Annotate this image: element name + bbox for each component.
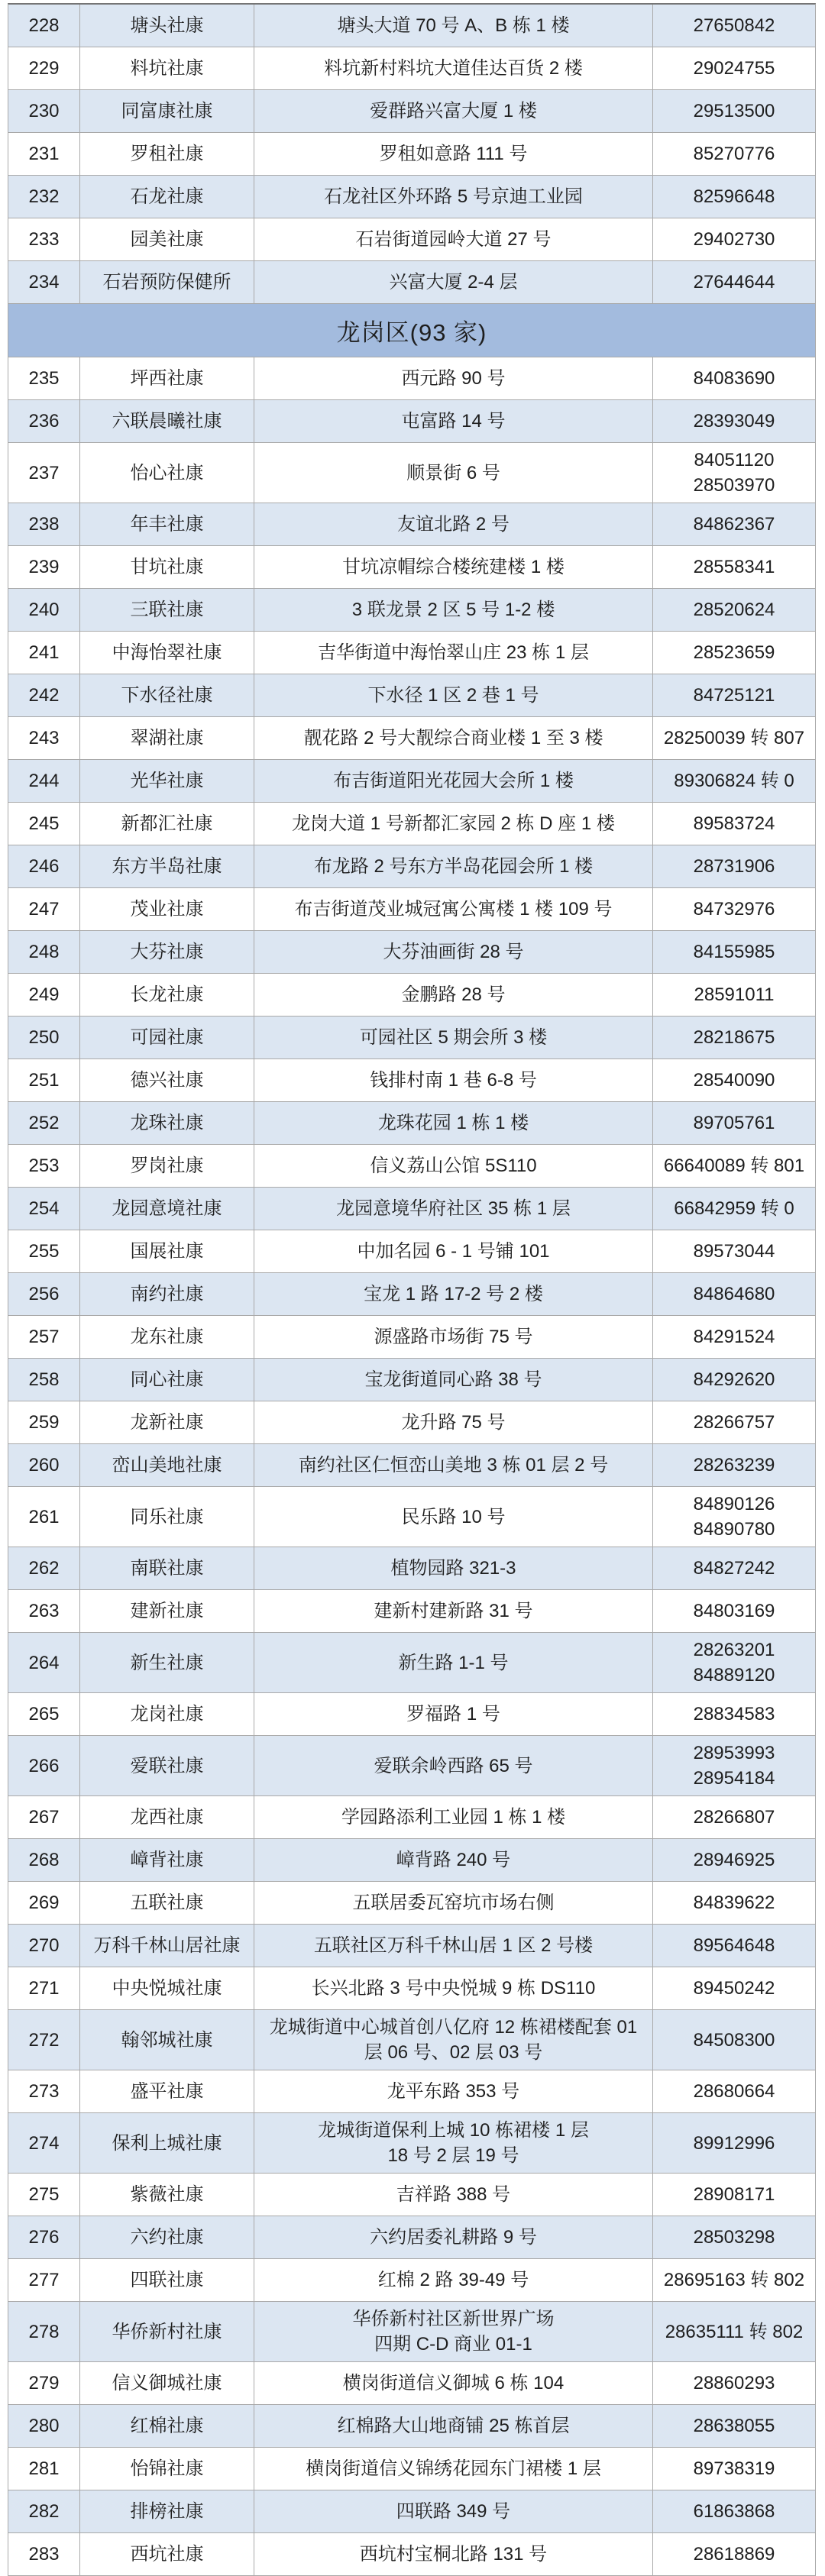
clinic-address: 五联社区万科千林山居 1 区 2 号楼 (254, 1925, 653, 1967)
table-row (8, 5, 815, 47)
row-number: 228 (8, 5, 80, 47)
clinic-phone: 29402730 (693, 229, 775, 250)
clinic-phone: 84862367 (693, 514, 775, 535)
clinic-address: 龙园意境华府社区 35 栋 1 层 (254, 1188, 653, 1230)
table-row (8, 1273, 815, 1316)
clinic-phone: 84292620 (693, 1369, 775, 1390)
clinic-name: 同心社康 (80, 1359, 254, 1401)
clinic-name: 光华社康 (80, 760, 254, 802)
row-number: 262 (8, 1547, 80, 1589)
table-row (8, 400, 815, 443)
row-number: 273 (8, 2070, 80, 2112)
clinic-name: 紫薇社康 (80, 2174, 254, 2216)
clinic-table (8, 3, 816, 2576)
row-number: 282 (8, 2490, 80, 2532)
clinic-phone: 84732976 (693, 899, 775, 920)
clinic-address: 大芬油画街 28 号 (254, 931, 653, 973)
row-number: 251 (8, 1059, 80, 1101)
clinic-name: 华侨新村社康 (80, 2302, 254, 2361)
clinic-name: 料坑社康 (80, 47, 254, 89)
clinic-name: 龙东社康 (80, 1316, 254, 1358)
clinic-address: 横岗街道信义御城 6 栋 104 (254, 2362, 653, 2404)
table-row (8, 1967, 815, 2010)
table-row (8, 717, 815, 760)
clinic-name: 同乐社康 (80, 1487, 254, 1547)
clinic-phone: 89912996 (693, 2132, 775, 2154)
clinic-phone: 28618869 (693, 2544, 775, 2565)
row-number: 260 (8, 1444, 80, 1486)
row-number: 261 (8, 1487, 80, 1547)
table-row (8, 2362, 815, 2405)
clinic-address: 下水径 1 区 2 巷 1 号 (254, 674, 653, 716)
clinic-name: 建新社康 (80, 1590, 254, 1632)
clinic-address: 料坑新村料坑大道佳达百货 2 楼 (254, 47, 653, 89)
clinic-phone: 27650842 (693, 15, 775, 36)
row-number: 252 (8, 1102, 80, 1144)
row-number: 268 (8, 1839, 80, 1881)
clinic-phone: 84890126 84890780 (693, 1494, 775, 1540)
clinic-name: 三联社康 (80, 589, 254, 631)
clinic-name: 可园社康 (80, 1017, 254, 1059)
clinic-phone: 28250039 转 807 (663, 728, 805, 748)
clinic-phone: 84803169 (693, 1601, 775, 1621)
clinic-address: 宝龙街道同心路 38 号 (254, 1359, 653, 1401)
row-number: 255 (8, 1230, 80, 1272)
clinic-address: 嶂背路 240 号 (254, 1839, 653, 1881)
clinic-address: 宝龙 1 路 17-2 号 2 楼 (254, 1273, 653, 1315)
clinic-name: 五联社康 (80, 1882, 254, 1924)
clinic-phone: 89306824 转 0 (674, 771, 794, 791)
row-number: 231 (8, 133, 80, 175)
clinic-name: 嶂背社康 (80, 1839, 254, 1881)
table-row (8, 1017, 815, 1059)
table-row (8, 2302, 815, 2362)
table-row (8, 1882, 815, 1925)
table-row (8, 503, 815, 546)
clinic-address: 西元路 90 号 (254, 357, 653, 399)
clinic-phone: 89583724 (693, 813, 775, 834)
clinic-phone: 28908171 (693, 2184, 775, 2205)
row-number: 243 (8, 717, 80, 759)
row-number: 256 (8, 1273, 80, 1315)
table-row (8, 2010, 815, 2070)
clinic-address: 罗福路 1 号 (254, 1693, 653, 1735)
clinic-address: 南约社区仁恒峦山美地 3 栋 01 层 2 号 (254, 1444, 653, 1486)
table-row (8, 1736, 815, 1796)
clinic-name: 同富康社康 (80, 90, 254, 132)
table-row (8, 2448, 815, 2490)
clinic-phone: 84864680 (693, 1284, 775, 1304)
table-row (8, 218, 815, 261)
clinic-address: 新生路 1-1 号 (254, 1633, 653, 1692)
clinic-name: 石龙社康 (80, 176, 254, 218)
clinic-address: 靓花路 2 号大靓综合商业楼 1 至 3 楼 (254, 717, 653, 759)
clinic-phone: 28946925 (693, 1850, 775, 1870)
clinic-address: 3 联龙景 2 区 5 号 1-2 楼 (254, 589, 653, 631)
table-row (8, 1102, 815, 1145)
clinic-name: 翠湖社康 (80, 717, 254, 759)
table-row (8, 1316, 815, 1359)
row-number: 266 (8, 1736, 80, 1795)
table-row (8, 1925, 815, 1967)
table-row (8, 2259, 815, 2302)
table-row (8, 974, 815, 1017)
table-row (8, 1547, 815, 1590)
row-number: 229 (8, 47, 80, 89)
clinic-phone: 66842959 转 0 (674, 1198, 794, 1219)
table-row (8, 760, 815, 803)
table-row (8, 176, 815, 218)
table-row (8, 1590, 815, 1633)
table-row (8, 1145, 815, 1188)
clinic-name: 怡心社康 (80, 443, 254, 503)
clinic-address: 建新村建新路 31 号 (254, 1590, 653, 1632)
row-number: 233 (8, 218, 80, 260)
clinic-name: 大芬社康 (80, 931, 254, 973)
clinic-address: 布吉街道阳光花园大会所 1 楼 (254, 760, 653, 802)
clinic-address: 石岩街道园岭大道 27 号 (254, 218, 653, 260)
clinic-name: 新都汇社康 (80, 803, 254, 845)
row-number: 254 (8, 1188, 80, 1230)
row-number: 232 (8, 176, 80, 218)
clinic-name: 东方半岛社康 (80, 845, 254, 887)
clinic-address: 学园路添利工业园 1 栋 1 楼 (254, 1796, 653, 1838)
clinic-address: 布龙路 2 号东方半岛花园会所 1 楼 (254, 845, 653, 887)
clinic-name: 龙岗社康 (80, 1693, 254, 1735)
table-row (8, 357, 815, 400)
clinic-phone: 89450242 (693, 1978, 775, 1999)
table-row (8, 1188, 815, 1230)
row-number: 264 (8, 1633, 80, 1692)
row-number: 283 (8, 2533, 80, 2575)
table-row (8, 443, 815, 503)
clinic-name: 龙园意境社康 (80, 1188, 254, 1230)
table-row (8, 674, 815, 717)
section-header-row (8, 304, 815, 357)
table-row (8, 1693, 815, 1736)
clinic-phone: 28393049 (693, 411, 775, 431)
clinic-phone: 89738319 (693, 2458, 775, 2479)
clinic-name: 信义御城社康 (80, 2362, 254, 2404)
clinic-name: 万科千林山居社康 (80, 1925, 254, 1967)
clinic-address: 金鹏路 28 号 (254, 974, 653, 1016)
clinic-phone: 28266757 (693, 1412, 775, 1433)
clinic-name: 坪西社康 (80, 357, 254, 399)
clinic-address: 龙平东路 353 号 (254, 2070, 653, 2112)
clinic-name: 园美社康 (80, 218, 254, 260)
clinic-phone: 84155985 (693, 942, 775, 962)
clinic-address: 龙珠花园 1 栋 1 楼 (254, 1102, 653, 1144)
clinic-address: 石龙社区外环路 5 号京迪工业园 (254, 176, 653, 218)
clinic-address: 屯富路 14 号 (254, 400, 653, 442)
row-number: 239 (8, 546, 80, 588)
clinic-name: 罗租社康 (80, 133, 254, 175)
clinic-phone: 84291524 (693, 1327, 775, 1347)
row-number: 250 (8, 1017, 80, 1059)
clinic-name: 六联晨曦社康 (80, 400, 254, 442)
table-row (8, 632, 815, 674)
table-row (8, 133, 815, 176)
row-number: 235 (8, 357, 80, 399)
clinic-name: 峦山美地社康 (80, 1444, 254, 1486)
table-row (8, 1444, 815, 1487)
table-row (8, 1401, 815, 1444)
clinic-address: 红棉路大山地商铺 25 栋首层 (254, 2405, 653, 2447)
row-number: 234 (8, 261, 80, 303)
clinic-phone: 28266807 (693, 1807, 775, 1828)
clinic-name: 国展社康 (80, 1230, 254, 1272)
clinic-phone: 28540090 (693, 1070, 775, 1091)
table-row (8, 1359, 815, 1401)
clinic-name: 长龙社康 (80, 974, 254, 1016)
clinic-address: 罗租如意路 111 号 (254, 133, 653, 175)
clinic-name: 南约社康 (80, 1273, 254, 1315)
row-number: 246 (8, 845, 80, 887)
clinic-phone: 28503298 (693, 2227, 775, 2248)
clinic-phone: 28731906 (693, 856, 775, 877)
clinic-address: 顺景街 6 号 (254, 443, 653, 503)
row-number: 281 (8, 2448, 80, 2490)
table-row (8, 47, 815, 90)
clinic-address: 龙城街道保利上城 10 栋裙楼 1 层 18 号 2 层 19 号 (254, 2113, 653, 2173)
clinic-name: 新生社康 (80, 1633, 254, 1692)
clinic-name: 盛平社康 (80, 2070, 254, 2112)
clinic-phone: 89573044 (693, 1241, 775, 1262)
row-number: 244 (8, 760, 80, 802)
row-number: 240 (8, 589, 80, 631)
clinic-phone: 82596648 (693, 186, 775, 207)
clinic-name: 怡锦社康 (80, 2448, 254, 2490)
clinic-address: 可园社区 5 期会所 3 楼 (254, 1017, 653, 1059)
clinic-address: 长兴北路 3 号中央悦城 9 栋 DS110 (254, 1967, 653, 2009)
table-row (8, 2216, 815, 2259)
row-number: 249 (8, 974, 80, 1016)
table-row (8, 2490, 815, 2533)
clinic-name: 德兴社康 (80, 1059, 254, 1101)
clinic-phone: 27644644 (693, 272, 775, 293)
clinic-address: 民乐路 10 号 (254, 1487, 653, 1547)
clinic-phone: 89705761 (693, 1113, 775, 1133)
clinic-name: 年丰社康 (80, 503, 254, 545)
clinic-phone: 84725121 (693, 685, 775, 706)
clinic-name: 塘头社康 (80, 5, 254, 47)
row-number: 242 (8, 674, 80, 716)
clinic-phone: 61863868 (693, 2501, 775, 2522)
clinic-address: 植物园路 321-3 (254, 1547, 653, 1589)
clinic-phone: 29024755 (693, 58, 775, 79)
clinic-address: 龙岗大道 1 号新都汇家园 2 栋 D 座 1 楼 (254, 803, 653, 845)
row-number: 275 (8, 2174, 80, 2216)
clinic-name: 四联社康 (80, 2259, 254, 2301)
clinic-name: 中央悦城社康 (80, 1967, 254, 2009)
row-number: 236 (8, 400, 80, 442)
clinic-address: 甘坑凉帽综合楼统建楼 1 楼 (254, 546, 653, 588)
clinic-name: 下水径社康 (80, 674, 254, 716)
clinic-name: 罗岗社康 (80, 1145, 254, 1187)
clinic-phone: 28263239 (693, 1455, 775, 1475)
clinic-address: 吉祥路 388 号 (254, 2174, 653, 2216)
table-row (8, 1230, 815, 1273)
row-number: 274 (8, 2113, 80, 2173)
row-number: 280 (8, 2405, 80, 2447)
clinic-address: 布吉街道茂业城冠寓公寓楼 1 楼 109 号 (254, 888, 653, 930)
table-row (8, 845, 815, 888)
row-number: 253 (8, 1145, 80, 1187)
clinic-address: 源盛路市场街 75 号 (254, 1316, 653, 1358)
clinic-phone: 85270776 (693, 144, 775, 164)
clinic-phone: 28860293 (693, 2373, 775, 2393)
clinic-name: 六约社康 (80, 2216, 254, 2258)
clinic-phone: 28834583 (693, 1704, 775, 1724)
row-number: 245 (8, 803, 80, 845)
table-row (8, 1487, 815, 1547)
clinic-address: 友谊北路 2 号 (254, 503, 653, 545)
clinic-phone: 28591011 (694, 984, 775, 1005)
row-number: 259 (8, 1401, 80, 1443)
clinic-phone: 89564648 (693, 1935, 775, 1956)
clinic-address: 塘头大道 70 号 A、B 栋 1 楼 (254, 5, 653, 47)
row-number: 257 (8, 1316, 80, 1358)
clinic-address: 华侨新村社区新世界广场 四期 C-D 商业 01-1 (254, 2302, 653, 2361)
clinic-phone: 28635111 转 802 (665, 2321, 804, 2342)
row-number: 265 (8, 1693, 80, 1735)
row-number: 247 (8, 888, 80, 930)
clinic-name: 茂业社康 (80, 888, 254, 930)
table-row (8, 1633, 815, 1693)
clinic-address: 红棉 2 路 39-49 号 (254, 2259, 653, 2301)
clinic-address: 爱联余岭西路 65 号 (254, 1736, 653, 1795)
clinic-phone: 28680664 (693, 2081, 775, 2102)
clinic-name: 石岩预防保健所 (80, 261, 254, 303)
clinic-phone: 28523659 (693, 642, 775, 663)
row-number: 230 (8, 90, 80, 132)
table-row (8, 1796, 815, 1839)
clinic-phone: 28695163 转 802 (663, 2270, 805, 2290)
row-number: 258 (8, 1359, 80, 1401)
table-row (8, 1059, 815, 1102)
table-row (8, 589, 815, 632)
table-row (8, 803, 815, 845)
table-row (8, 2533, 815, 2576)
clinic-address: 五联居委瓦窑坑市场右侧 (254, 1882, 653, 1924)
table-row (8, 2174, 815, 2216)
clinic-address: 爱群路兴富大厦 1 楼 (254, 90, 653, 132)
table-row (8, 90, 815, 133)
clinic-name: 中海怡翠社康 (80, 632, 254, 674)
clinic-address: 西坑村宝桐北路 131 号 (254, 2533, 653, 2575)
clinic-name: 龙西社康 (80, 1796, 254, 1838)
row-number: 279 (8, 2362, 80, 2404)
row-number: 248 (8, 931, 80, 973)
table-row (8, 931, 815, 974)
row-number: 271 (8, 1967, 80, 2009)
clinic-phone: 28218675 (693, 1027, 775, 1048)
row-number: 276 (8, 2216, 80, 2258)
table-row (8, 1839, 815, 1882)
row-number: 237 (8, 443, 80, 503)
table-row (8, 2405, 815, 2448)
clinic-phone: 28558341 (693, 557, 775, 577)
clinic-address: 信义荔山公馆 5S110 (254, 1145, 653, 1187)
clinic-phone: 29513500 (693, 101, 775, 121)
clinic-name: 翰邻城社康 (80, 2010, 254, 2070)
clinic-phone: 66640089 转 801 (663, 1155, 805, 1176)
clinic-address: 六约居委礼耕路 9 号 (254, 2216, 653, 2258)
clinic-name: 爱联社康 (80, 1736, 254, 1795)
clinic-name: 红棉社康 (80, 2405, 254, 2447)
clinic-phone: 84839622 (693, 1892, 775, 1913)
row-number: 270 (8, 1925, 80, 1967)
table-row (8, 888, 815, 931)
clinic-phone: 28520624 (693, 600, 775, 620)
row-number: 269 (8, 1882, 80, 1924)
clinic-phone: 28263201 84889120 (693, 1640, 775, 1686)
row-number: 278 (8, 2302, 80, 2361)
clinic-address: 中加名园 6 - 1 号铺 101 (254, 1230, 653, 1272)
clinic-name: 龙新社康 (80, 1401, 254, 1443)
row-number: 267 (8, 1796, 80, 1838)
clinic-address: 横岗街道信义锦绣花园东门裙楼 1 层 (254, 2448, 653, 2490)
clinic-address: 钱排村南 1 巷 6-8 号 (254, 1059, 653, 1101)
row-number: 277 (8, 2259, 80, 2301)
clinic-address: 龙升路 75 号 (254, 1401, 653, 1443)
row-number: 272 (8, 2010, 80, 2070)
clinic-name: 甘坑社康 (80, 546, 254, 588)
table-row (8, 546, 815, 589)
clinic-phone: 84508300 (693, 2029, 775, 2051)
clinic-name: 南联社康 (80, 1547, 254, 1589)
table-row (8, 2113, 815, 2174)
clinic-name: 西坑社康 (80, 2533, 254, 2575)
table-row (8, 2070, 815, 2113)
clinic-phone: 28638055 (693, 2416, 775, 2436)
clinic-address: 吉华街道中海怡翠山庄 23 栋 1 层 (254, 632, 653, 674)
clinic-phone: 84083690 (693, 368, 775, 389)
clinic-address: 四联路 349 号 (254, 2490, 653, 2532)
row-number: 238 (8, 503, 80, 545)
clinic-name: 排榜社康 (80, 2490, 254, 2532)
section-title: 龙岗区(93 家) (336, 319, 487, 346)
clinic-phone: 28953993 28954184 (693, 1743, 775, 1789)
clinic-address: 兴富大厦 2-4 层 (254, 261, 653, 303)
row-number: 241 (8, 632, 80, 674)
clinic-phone: 84827242 (693, 1558, 775, 1579)
clinic-name: 保利上城社康 (80, 2113, 254, 2173)
clinic-address: 龙城街道中心城首创八亿府 12 栋裙楼配套 01 层 06 号、02 层 03 号 (254, 2010, 653, 2070)
clinic-phone: 84051120 28503970 (693, 450, 775, 496)
table-row (8, 261, 815, 304)
row-number: 263 (8, 1590, 80, 1632)
clinic-name: 龙珠社康 (80, 1102, 254, 1144)
